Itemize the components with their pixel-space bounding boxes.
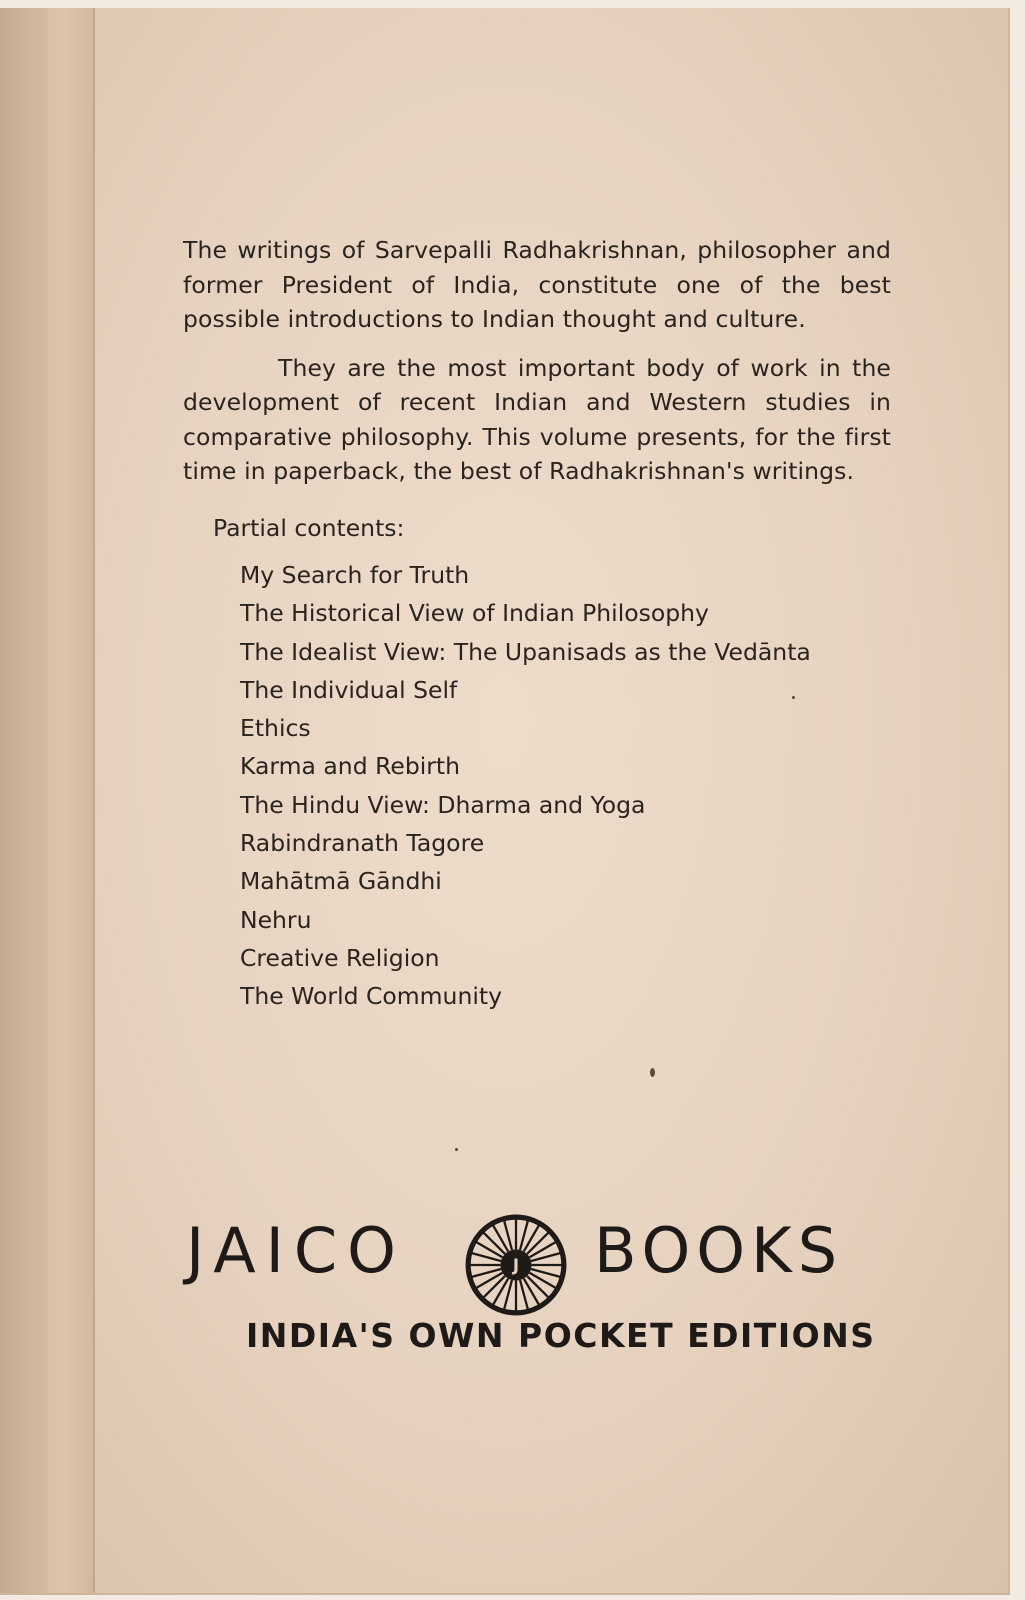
contents-item: The Historical View of Indian Philosophy — [240, 599, 709, 628]
contents-list — [240, 556, 811, 1016]
contents-item: The Idealist View: The Upanisads as the Vedānta — [240, 637, 811, 666]
paper-speck — [792, 696, 795, 699]
publisher-tagline: INDIA'S OWN POCKET EDITIONS — [246, 1316, 876, 1355]
contents-item: Rabindranath Tagore — [240, 829, 485, 858]
cover-blurb — [183, 233, 891, 489]
contents-item: Nehru — [240, 905, 312, 934]
contents-item: The Hindu View: Dharma and Yoga — [240, 790, 646, 819]
book-spine — [0, 8, 95, 1593]
blurb-paragraph-2: They are the most important body of work in the development of recent Indian and Western studies in comparative philosophy. This volume presents, for the first time in paperback, the best of Radhakrishnan's writings. — [183, 353, 891, 485]
paper-speck — [650, 1068, 655, 1077]
contents-item: Ethics — [240, 714, 311, 743]
contents-item: Creative Religion — [240, 943, 440, 972]
wheel-spoke — [527, 1276, 548, 1297]
contents-heading: Partial contents: — [213, 514, 405, 542]
wheel-spoke — [527, 1233, 548, 1254]
wheel-emblem-icon — [464, 1213, 568, 1317]
wheel-spoke — [484, 1276, 505, 1297]
wheel-spoke — [484, 1233, 505, 1254]
publisher-logo — [186, 1215, 856, 1287]
publisher-name-right: BOOKS — [594, 1214, 844, 1287]
publisher-name-left: JAICO — [186, 1214, 406, 1287]
contents-item: The Individual Self — [240, 675, 458, 704]
blurb-paragraph-1: The writings of Sarvepalli Radhakrishnan, philosopher and former President of India, constitute one of the best possible introductions to Indian thought and culture. — [183, 236, 891, 333]
paper-speck — [455, 1148, 458, 1151]
contents-item: My Search for Truth — [240, 561, 470, 589]
emblem-letter: J — [512, 1256, 520, 1276]
spine-shadow — [0, 8, 48, 1593]
contents-item: Mahātmā Gāndhi — [240, 867, 442, 896]
contents-item: The World Community — [240, 982, 502, 1011]
contents-item: Karma and Rebirth — [240, 752, 461, 781]
book-back-cover — [0, 8, 1010, 1595]
